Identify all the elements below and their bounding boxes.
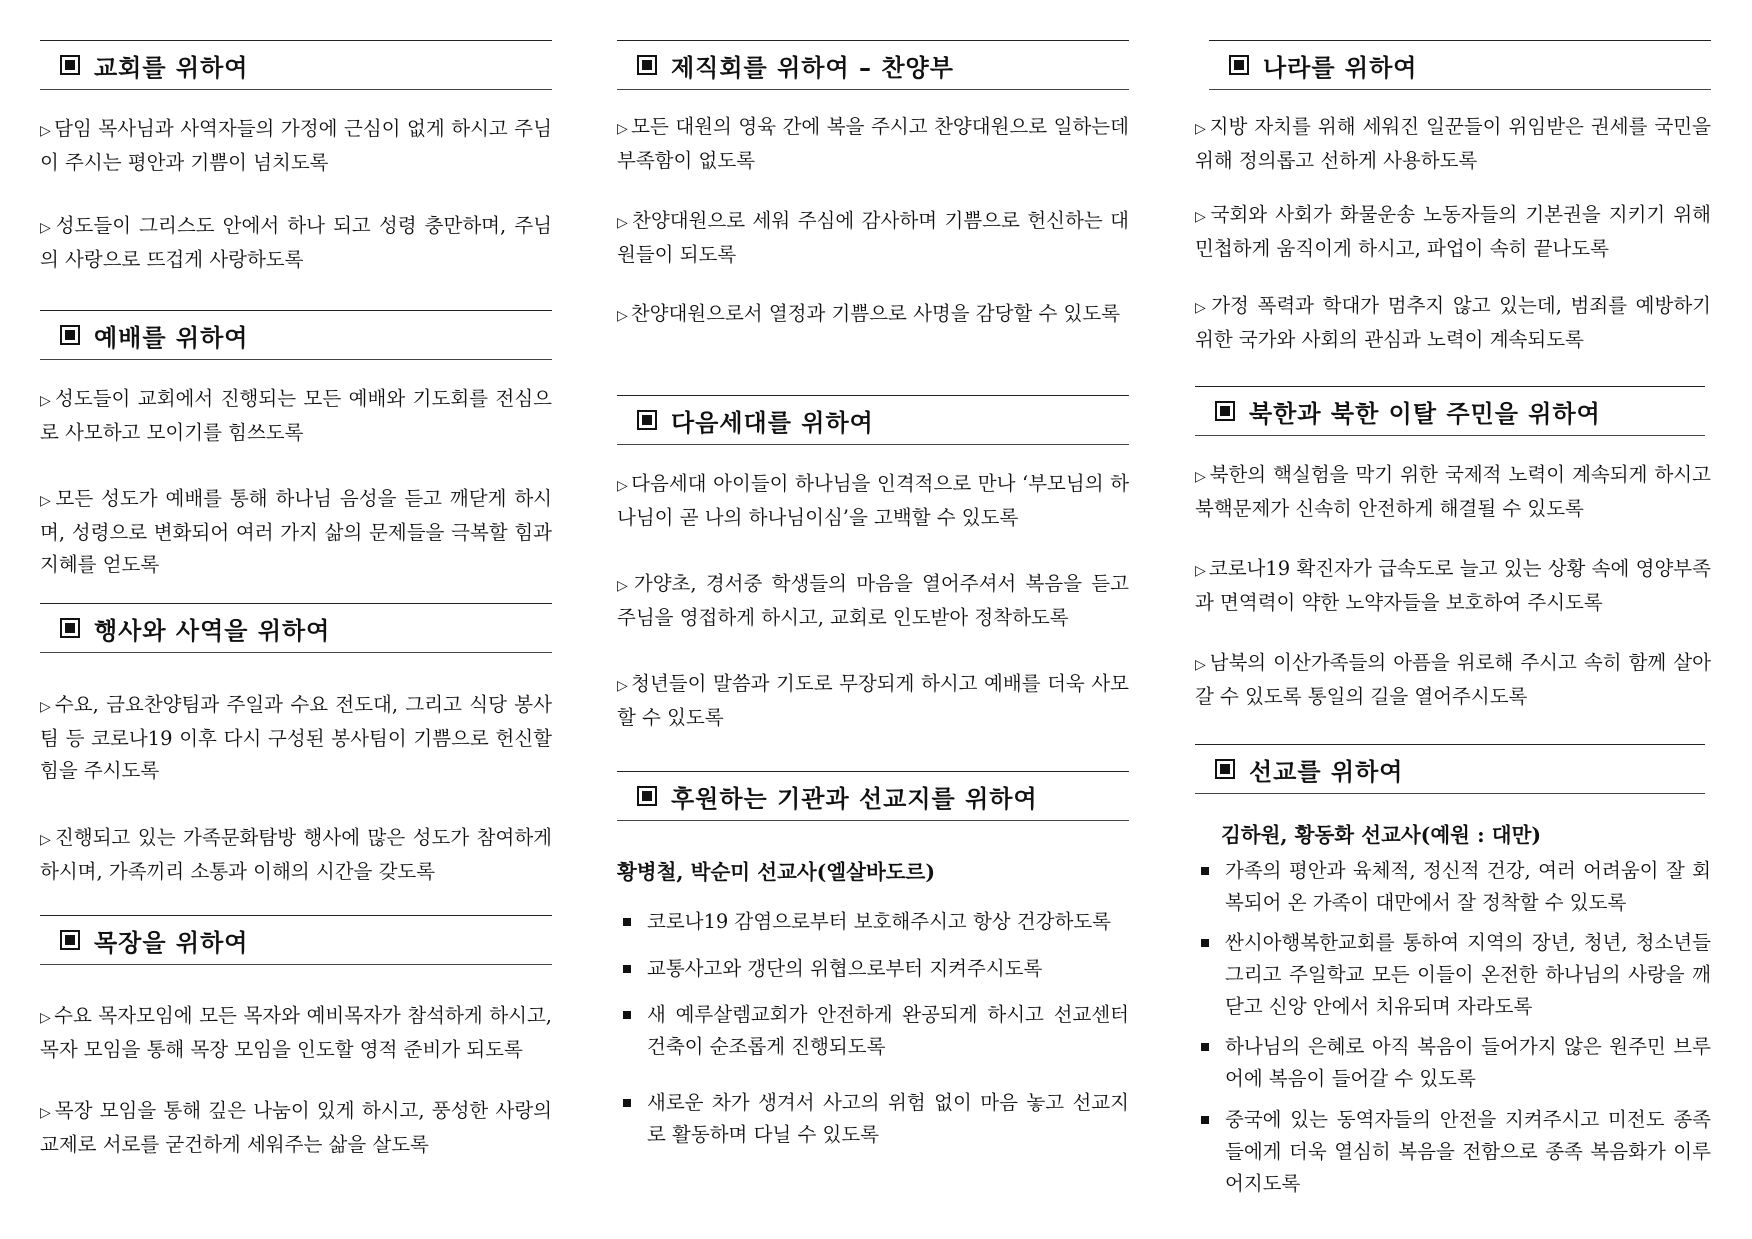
mission-bullet-item: 새 예루살렘교회가 안전하게 완공되게 하시고 선교센터 건축이 순조롭게 진행되도록 (617, 999, 1129, 1063)
section-header-events (40, 603, 552, 653)
prayer-item: ▷ 북한의 핵실험을 막기 위한 국제적 노력이 계속되게 하시고 북핵문제가 신속히 안전하게 해결될 수 있도록 (1195, 463, 1711, 520)
prayer-item: ▷ 가양초, 경서중 학생들의 마음을 열어주셔서 복음을 듣고 주님을 영접하게 하시고, 교회로 인도받아 정착하도록 (617, 572, 1129, 629)
section-title: 목장을 위하여 (94, 928, 249, 957)
square-marker-icon (60, 618, 80, 638)
missionary-name: 황병철, 박순미 선교사(엘살바도르) (617, 860, 936, 884)
triangle-bullet-icon: ▷ (40, 220, 53, 236)
section-title: 행사와 사역을 위하여 (94, 616, 331, 645)
prayer-item: ▷ 지방 자치를 위해 세워진 일꾼들이 위임받은 권세를 국민을 위해 정의롭고 선하게 사용하도록 (1195, 115, 1711, 172)
section-title: 제직회를 위하여 – 찬양부 (671, 53, 954, 82)
triangle-bullet-icon: ▷ (617, 578, 631, 594)
mission-bullet-item: 교통사고와 갱단의 위협으로부터 지켜주시도록 (617, 953, 1129, 985)
square-bullet-icon (623, 918, 631, 926)
mission-bullet-item: 가족의 평안과 육체적, 정신적 건강, 여러 어려움이 잘 회복되어 온 가족이 대만에서 잘 정착할 수 있도록 (1195, 855, 1711, 919)
section-title: 나라를 위하여 (1263, 53, 1418, 82)
square-bullet-icon (1201, 1116, 1209, 1124)
prayer-item: ▷ 가정 폭력과 학대가 멈추지 않고 있는데, 범죄를 예방하기 위한 국가와 사회의 관심과 노력이 계속되도록 (1195, 294, 1711, 351)
square-bullet-icon (1201, 939, 1209, 947)
section-header-deacons-choir (617, 40, 1129, 90)
section-header-cell-groups (40, 915, 552, 965)
prayer-item: ▷ 청년들이 말씀과 기도로 무장되게 하시고 예배를 더욱 사모할 수 있도록 (617, 672, 1129, 729)
section-title: 예배를 위하여 (94, 323, 249, 352)
prayer-item: ▷ 찬양대원으로 세워 주심에 감사하며 기쁨으로 헌신하는 대원들이 되도록 (617, 209, 1129, 266)
mission-bullet-item: 새로운 차가 생겨서 사고의 위험 없이 마음 놓고 선교지로 활동하며 다닐 수 있도록 (617, 1087, 1129, 1151)
prayer-item: ▷ 다음세대 아이들이 하나님을 인격적으로 만나 ‘부모님의 하나님이 곧 나의 하나님이심’을 고백할 수 있도록 (617, 472, 1129, 529)
triangle-bullet-icon: ▷ (40, 699, 52, 715)
square-marker-icon (637, 786, 657, 806)
triangle-bullet-icon: ▷ (617, 215, 630, 231)
section-header-nation (1209, 40, 1711, 90)
section-header-north-korea (1195, 386, 1705, 436)
triangle-bullet-icon: ▷ (617, 678, 629, 694)
triangle-bullet-icon: ▷ (40, 123, 52, 139)
section-header-supported-missions (617, 771, 1129, 821)
prayer-item: ▷ 수요, 금요찬양팀과 주일과 수요 전도대, 그리고 식당 봉사팀 등 코로나19 이후 다시 구성된 봉사팀이 기쁨으로 헌신할 힘을 주시도록 (40, 693, 552, 782)
square-marker-icon (60, 55, 80, 75)
mission-bullet-item: 중국에 있는 동역자들의 안전을 지켜주시고 미전도 종족들에게 더욱 열심히 복음을 전함으로 종족 복음화가 이루어지도록 (1195, 1104, 1711, 1200)
mission-bullet-item: 하나님의 은혜로 아직 복음이 들어가지 않은 원주민 브루어에 복음이 들어갈 수 있도록 (1195, 1031, 1711, 1095)
square-bullet-icon (623, 1099, 631, 1107)
triangle-bullet-icon: ▷ (40, 1105, 52, 1121)
square-bullet-icon (623, 965, 631, 973)
mission-bullet-item: 코로나19 감염으로부터 보호해주시고 항상 건강하도록 (617, 906, 1129, 938)
square-bullet-icon (1201, 867, 1209, 875)
square-marker-icon (60, 930, 80, 950)
prayer-item: ▷ 진행되고 있는 가족문화탐방 행사에 많은 성도가 참여하게 하시며, 가족끼리 소통과 이해의 시간을 갖도록 (40, 826, 552, 883)
section-header-church (40, 40, 552, 90)
triangle-bullet-icon: ▷ (1195, 121, 1207, 137)
section-header-worship (40, 310, 552, 360)
square-bullet-icon (1201, 1043, 1209, 1051)
prayer-item: ▷ 모든 성도가 예배를 통해 하나님 음성을 듣고 깨닫게 하시며, 성령으로 변화되어 여러 가지 삶의 문제들을 극복할 힘과 지혜를 얻도록 (40, 487, 552, 576)
mission-bullet-item: 싼시아행복한교회를 통하여 지역의 장년, 청년, 청소년들 그리고 주일학교 모든 이들이 온전한 하나님의 사랑을 깨닫고 신앙 안에서 치유되며 자라도록 (1195, 927, 1711, 1023)
section-title: 북한과 북한 이탈 주민을 위하여 (1249, 399, 1601, 428)
square-marker-icon (60, 325, 80, 345)
square-marker-icon (637, 55, 657, 75)
triangle-bullet-icon: ▷ (617, 478, 629, 494)
prayer-item: ▷ 코로나19 확진자가 급속도로 늘고 있는 상황 속에 영양부족과 면역력이 약한 노약자들을 보호하여 주시도록 (1195, 557, 1711, 614)
section-title: 교회를 위하여 (94, 53, 249, 82)
prayer-item: ▷ 남북의 이산가족들의 아픔을 위로해 주시고 속히 함께 살아갈 수 있도록 통일의 길을 열어주시도록 (1195, 651, 1711, 708)
square-marker-icon (1215, 759, 1235, 779)
square-bullet-icon (623, 1011, 631, 1019)
triangle-bullet-icon: ▷ (40, 493, 53, 509)
square-marker-icon (637, 410, 657, 430)
prayer-item: ▷ 성도들이 교회에서 진행되는 모든 예배와 기도회를 전심으로 사모하고 모이기를 힘쓰도록 (40, 387, 552, 444)
prayer-item: ▷ 담임 목사님과 사역자들의 가정에 근심이 없게 하시고 주님이 주시는 평안과 기쁨이 넘치도록 (40, 117, 552, 174)
section-title: 다음세대를 위하여 (671, 408, 874, 437)
triangle-bullet-icon: ▷ (1195, 563, 1206, 579)
section-title: 선교를 위하여 (1249, 757, 1404, 786)
prayer-item: ▷ 성도들이 그리스도 안에서 하나 되고 성령 충만하며, 주님의 사랑으로 뜨겁게 사랑하도록 (40, 214, 552, 271)
triangle-bullet-icon: ▷ (1195, 209, 1208, 225)
section-header-next-generation (617, 395, 1129, 445)
missionary-name: 김하원, 황동화 선교사(예원 : 대만) (1221, 823, 1542, 847)
triangle-bullet-icon: ▷ (617, 308, 628, 324)
triangle-bullet-icon: ▷ (617, 121, 629, 137)
prayer-item: ▷ 찬양대원으로서 열정과 기쁨으로 사명을 감당할 수 있도록 (617, 302, 1121, 325)
prayer-item: ▷ 모든 대원의 영육 간에 복을 주시고 찬양대원으로 일하는데 부족함이 없도록 (617, 115, 1129, 172)
triangle-bullet-icon: ▷ (40, 832, 53, 848)
square-marker-icon (1229, 55, 1249, 75)
section-title: 후원하는 기관과 선교지를 위하여 (671, 784, 1038, 813)
section-header-missions (1195, 744, 1705, 794)
triangle-bullet-icon: ▷ (1195, 300, 1209, 316)
prayer-item: ▷ 국회와 사회가 화물운송 노동자들의 기본권을 지키기 위해 민첩하게 움직이게 하시고, 파업이 속히 끝나도록 (1195, 203, 1711, 260)
prayer-item: ▷ 수요 목자모임에 모든 목자와 예비목자가 참석하게 하시고, 목자 모임을 통해 목장 모임을 인도할 영적 준비가 되도록 (40, 1004, 552, 1061)
triangle-bullet-icon: ▷ (40, 393, 53, 409)
square-marker-icon (1215, 401, 1235, 421)
triangle-bullet-icon: ▷ (40, 1010, 52, 1026)
triangle-bullet-icon: ▷ (1195, 657, 1207, 673)
prayer-item: ▷ 목장 모임을 통해 깊은 나눔이 있게 하시고, 풍성한 사랑의 교제로 서로를 굳건하게 세워주는 삶을 살도록 (40, 1099, 552, 1156)
triangle-bullet-icon: ▷ (1195, 469, 1207, 485)
